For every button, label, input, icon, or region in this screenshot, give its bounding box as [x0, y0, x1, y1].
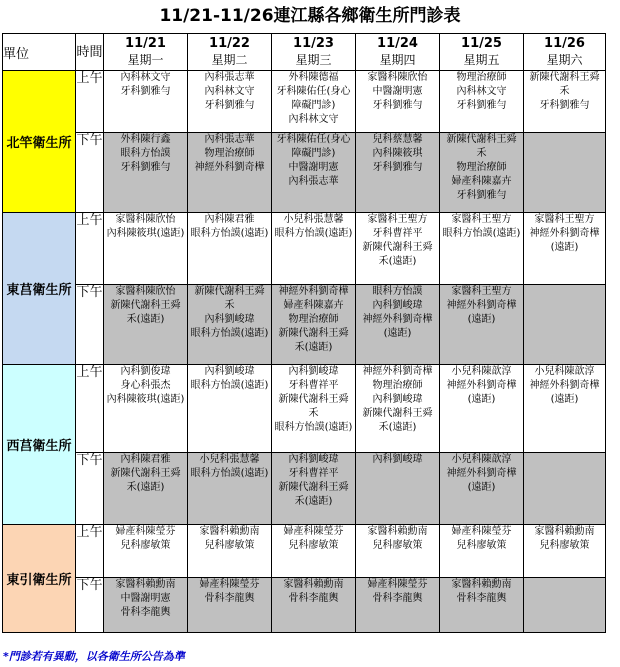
header-row	[3, 34, 606, 71]
doctor-entry: 物理治療師	[456, 72, 507, 83]
doctor-entry: 小兒科陳歆淳	[451, 454, 512, 465]
unit-header: 單位	[3, 34, 76, 71]
schedule-row	[3, 71, 606, 133]
doctor-entry: 小兒科陳歆淳	[534, 366, 595, 377]
day-weekday: 星期三	[295, 53, 332, 67]
schedule-cell	[272, 453, 356, 525]
schedule-cell	[272, 213, 356, 285]
period-afternoon: 下午	[76, 578, 104, 633]
schedule-cell	[356, 525, 440, 578]
period-morning: 上午	[76, 365, 104, 453]
site-name: 北竿衛生所	[3, 71, 76, 213]
schedule-cell	[356, 578, 440, 633]
doctor-entry: (遠距)	[467, 482, 496, 493]
doctor-entry: 婦產科陳瑩芬	[283, 526, 344, 537]
period-afternoon: 下午	[76, 453, 104, 525]
doctor-entry: 家醫科賴勳南	[451, 579, 512, 590]
doctor-entry: 家醫科賴勳南	[534, 526, 595, 537]
doctor-entry: 牙科劉雅勻	[120, 162, 171, 173]
doctor-entry: 牙科曹祥平	[288, 468, 339, 479]
doctor-entry: 內科陳筱琪(遠距)	[106, 228, 185, 239]
doctor-entry: 新陳代謝科王舜	[194, 286, 265, 297]
doctor-entry: 眼科方怡謨(遠距)	[190, 328, 269, 339]
schedule-row	[3, 213, 606, 285]
doctor-entry: 眼科方怡謨(遠距)	[190, 380, 269, 391]
doctor-entry: 婦產科陳嘉卉	[283, 300, 344, 311]
doctor-entry: 家醫科王聖方	[451, 214, 512, 225]
schedule-cell	[440, 578, 524, 633]
doctor-entry: 內科林文守	[288, 114, 339, 125]
schedule-cell	[524, 578, 606, 633]
doctor-entry: 婦產科陳嘉卉	[451, 176, 512, 187]
doctor-entry: 內科陳君雅	[120, 454, 171, 465]
doctor-entry: 新陳代謝科王舜	[278, 394, 349, 405]
doctor-entry: 內科劉峻瑋	[204, 366, 255, 377]
day-date: 11/21	[125, 36, 166, 51]
doctor-entry: 身心科張杰	[120, 380, 171, 391]
page-title: 11/21-11/26連江縣各鄉衛生所門診表	[159, 6, 461, 26]
schedule-cell	[356, 213, 440, 285]
schedule-cell	[440, 453, 524, 525]
schedule-cell	[272, 525, 356, 578]
schedule-cell	[188, 285, 272, 365]
doctor-entry: 眼科方怡謨(遠距)	[442, 228, 521, 239]
doctor-entry: 神經外科劉奇樺	[446, 380, 517, 391]
schedule-cell	[272, 71, 356, 133]
schedule-cell	[524, 133, 606, 213]
doctor-entry: 內科陳君雅	[204, 214, 255, 225]
doctor-entry: 家醫科陳欣怡	[115, 286, 176, 297]
doctor-entry: 牙科劉雅勻	[372, 162, 423, 173]
doctor-entry: 禾	[224, 300, 235, 311]
doctor-entry: 內科劉峻瑋	[288, 454, 339, 465]
doctor-entry: 家醫科陳欣怡	[367, 72, 428, 83]
schedule-cell	[524, 71, 606, 133]
doctor-entry: 內科林文守	[456, 86, 507, 97]
day-date: 11/24	[377, 36, 418, 51]
period-afternoon: 下午	[76, 133, 104, 213]
schedule-cell	[104, 285, 188, 365]
doctor-entry: 內科劉峻瑋	[372, 394, 423, 405]
doctor-entry: 禾(遠距)	[126, 314, 165, 325]
doctor-entry: (遠距)	[467, 394, 496, 405]
doctor-entry: 小兒科張慧馨	[283, 214, 344, 225]
doctor-entry: 神經外科劉奇樺	[362, 366, 433, 377]
doctor-entry: 家醫科賴勳南	[367, 526, 428, 537]
schedule-cell	[104, 213, 188, 285]
doctor-entry: 新陳代謝科王舜	[362, 408, 433, 419]
doctor-entry: 牙科劉雅勻	[204, 100, 255, 111]
doctor-entry: 神經外科劉奇樺	[362, 314, 433, 325]
schedule-cell	[440, 213, 524, 285]
doctor-entry: 物理治療師	[204, 148, 255, 159]
schedule-cell	[104, 133, 188, 213]
doctor-entry: 家醫科陳欣怡	[115, 214, 176, 225]
doctor-entry: 中醫謝明憲	[372, 86, 423, 97]
doctor-entry: 障礙門診)	[291, 100, 336, 111]
doctor-entry: (遠距)	[383, 328, 412, 339]
schedule-cell	[104, 365, 188, 453]
schedule-cell	[188, 365, 272, 453]
schedule-cell	[356, 285, 440, 365]
schedule-cell	[440, 525, 524, 578]
doctor-entry: 內科林文守	[120, 72, 171, 83]
doctor-entry: 神經外科劉奇樺	[278, 286, 349, 297]
day-weekday: 星期五	[463, 53, 500, 67]
doctor-entry: 內科陳筱琪	[372, 148, 423, 159]
day-weekday: 星期四	[379, 53, 416, 67]
doctor-entry: 婦產科陳瑩芬	[451, 526, 512, 537]
schedule-cell	[104, 525, 188, 578]
doctor-entry: 骨科李龍輿	[204, 593, 255, 604]
doctor-entry: 牙科劉雅勻	[456, 100, 507, 111]
doctor-entry: (遠距)	[550, 242, 579, 253]
doctor-entry: 牙科劉雅勻	[539, 100, 590, 111]
doctor-entry: 新陳代謝科王舜	[278, 482, 349, 493]
doctor-entry: 障礙門診)	[291, 148, 336, 159]
schedule-cell	[356, 365, 440, 453]
doctor-entry: 家醫科王聖方	[367, 214, 428, 225]
schedule-row	[3, 525, 606, 578]
doctor-entry: 物理治療師	[372, 380, 423, 391]
schedule-cell	[188, 578, 272, 633]
doctor-entry: 內科張志華	[288, 176, 339, 187]
doctor-entry: 中醫謝明憲	[120, 593, 171, 604]
doctor-entry: 牙科曹祥平	[372, 228, 423, 239]
doctor-entry: 新陳代謝科王舜	[110, 300, 181, 311]
doctor-entry: 神經外科劉奇樺	[446, 468, 517, 479]
doctor-entry: 兒科廖敏策	[288, 540, 339, 551]
doctor-entry: 牙科劉雅勻	[456, 190, 507, 201]
doctor-entry: 新陳代謝科王舜	[446, 134, 517, 145]
period-afternoon: 下午	[76, 285, 104, 365]
schedule-cell	[188, 71, 272, 133]
clinic-schedule-table	[2, 33, 606, 633]
doctor-entry: 神經外科劉奇樺	[446, 300, 517, 311]
doctor-entry: 骨科李龍輿	[288, 593, 339, 604]
schedule-cell	[104, 453, 188, 525]
day-header	[188, 34, 272, 71]
schedule-cell	[104, 71, 188, 133]
schedule-cell	[440, 133, 524, 213]
schedule-cell	[272, 365, 356, 453]
schedule-cell	[524, 285, 606, 365]
time-header: 時間	[76, 34, 104, 71]
doctor-entry: 禾(遠距)	[378, 422, 417, 433]
doctor-entry: 家醫科賴勳南	[115, 579, 176, 590]
schedule-cell	[188, 453, 272, 525]
doctor-entry: 兒科廖敏策	[204, 540, 255, 551]
doctor-entry: 眼科方怡謨(遠距)	[274, 228, 353, 239]
doctor-entry: 牙科劉雅勻	[372, 100, 423, 111]
period-morning: 上午	[76, 525, 104, 578]
schedule-cell	[104, 578, 188, 633]
doctor-entry: 兒科廖敏策	[120, 540, 171, 551]
doctor-entry: 兒科廖敏策	[539, 540, 590, 551]
doctor-entry: 禾	[559, 86, 570, 97]
doctor-entry: 兒科蔡慧馨	[372, 134, 423, 145]
day-header	[440, 34, 524, 71]
doctor-entry: 內科劉峻瑋	[372, 300, 423, 311]
doctor-entry: 禾	[476, 148, 487, 159]
doctor-entry: 外科陳行鑫	[120, 134, 171, 145]
doctor-entry: 小兒科陳歆淳	[451, 366, 512, 377]
doctor-entry: 神經外科劉奇樺	[529, 380, 600, 391]
day-header	[104, 34, 188, 71]
day-date: 11/25	[461, 36, 502, 51]
schedule-cell	[440, 71, 524, 133]
doctor-entry: 婦產科陳瑩芬	[367, 579, 428, 590]
schedule-cell	[356, 71, 440, 133]
doctor-entry: 眼科方怡謨(遠距)	[190, 228, 269, 239]
doctor-entry: 內科劉峻瑋	[372, 454, 423, 465]
schedule-cell	[440, 365, 524, 453]
doctor-entry: 眼科方怡謨	[372, 286, 423, 297]
doctor-entry: 禾(遠距)	[294, 342, 333, 353]
doctor-entry: 小兒科張慧馨	[199, 454, 260, 465]
doctor-entry: 禾(遠距)	[126, 482, 165, 493]
schedule-cell	[188, 133, 272, 213]
doctor-entry: 兒科廖敏策	[372, 540, 423, 551]
doctor-entry: 婦產科陳瑩芬	[199, 579, 260, 590]
doctor-entry: 內科林文守	[204, 86, 255, 97]
doctor-entry: 牙科陳佑任(身心	[276, 86, 351, 97]
doctor-entry: 內科張志華	[204, 134, 255, 145]
doctor-entry: 眼科方怡謨	[120, 148, 171, 159]
day-weekday: 星期六	[546, 53, 583, 67]
doctor-entry: 神經外科劉奇樺	[529, 228, 600, 239]
schedule-cell	[524, 365, 606, 453]
day-date: 11/23	[293, 36, 334, 51]
period-morning: 上午	[76, 71, 104, 133]
doctor-entry: 眼科方怡謨(遠距)	[274, 422, 353, 433]
doctor-entry: 牙科曹祥平	[288, 380, 339, 391]
schedule-cell	[272, 578, 356, 633]
doctor-entry: 新陳代謝科王舜	[278, 328, 349, 339]
doctor-entry: 牙科劉雅勻	[120, 86, 171, 97]
schedule-cell	[524, 453, 606, 525]
schedule-cell	[356, 453, 440, 525]
day-weekday: 星期一	[127, 53, 164, 67]
doctor-entry: 外科陳德福	[288, 72, 339, 83]
day-header	[356, 34, 440, 71]
schedule-cell	[272, 133, 356, 213]
doctor-entry: (遠距)	[550, 394, 579, 405]
day-date: 11/26	[544, 36, 585, 51]
doctor-entry: 神經外科劉奇樺	[194, 162, 265, 173]
doctor-entry: 內科張志華	[204, 72, 255, 83]
day-date: 11/22	[209, 36, 250, 51]
doctor-entry: 禾(遠距)	[294, 496, 333, 507]
doctor-entry: 家醫科賴勳南	[283, 579, 344, 590]
site-name: 東莒衛生所	[3, 213, 76, 365]
schedule-row	[3, 453, 606, 525]
schedule-cell	[188, 213, 272, 285]
day-weekday: 星期二	[211, 53, 248, 67]
schedule-row	[3, 133, 606, 213]
doctor-entry: 家醫科賴勳南	[199, 526, 260, 537]
doctor-entry: 新陳代謝科王舜	[110, 468, 181, 479]
doctor-entry: 內科劉峻瑋	[204, 314, 255, 325]
period-morning: 上午	[76, 213, 104, 285]
doctor-entry: 骨科李龍輿	[456, 593, 507, 604]
schedule-cell	[272, 285, 356, 365]
schedule-cell	[524, 213, 606, 285]
schedule-row	[3, 285, 606, 365]
schedule-cell	[524, 525, 606, 578]
doctor-entry: 新陳代謝科王舜	[529, 72, 600, 83]
doctor-entry: 新陳代謝科王舜	[362, 242, 433, 253]
doctor-entry: 禾(遠距)	[378, 256, 417, 267]
doctor-entry: 婦產科陳瑩芬	[115, 526, 176, 537]
footer-note: *門診若有異動，以各衛生所公告為準	[3, 650, 185, 663]
doctor-entry: 牙科陳佑任(身心	[276, 134, 351, 145]
doctor-entry: 內科劉峻瑋	[288, 366, 339, 377]
doctor-entry: 骨科李龍輿	[372, 593, 423, 604]
doctor-entry: 家醫科王聖方	[534, 214, 595, 225]
doctor-entry: 禾	[308, 408, 319, 419]
doctor-entry: 內科劉俊瑋	[120, 366, 171, 377]
doctor-entry: 中醫謝明憲	[288, 162, 339, 173]
site-name: 東引衛生所	[3, 525, 76, 633]
site-name: 西莒衛生所	[3, 365, 76, 525]
doctor-entry: 骨科李龍輿	[120, 607, 171, 618]
day-header	[272, 34, 356, 71]
schedule-row	[3, 578, 606, 633]
day-header	[524, 34, 606, 71]
doctor-entry: 物理治療師	[456, 162, 507, 173]
doctor-entry: 家醫科王聖方	[451, 286, 512, 297]
schedule-row	[3, 365, 606, 453]
doctor-entry: 物理治療師	[288, 314, 339, 325]
doctor-entry: 內科陳筱琪(遠距)	[106, 394, 185, 405]
schedule-cell	[356, 133, 440, 213]
doctor-entry: 兒科廖敏策	[456, 540, 507, 551]
doctor-entry: (遠距)	[467, 314, 496, 325]
doctor-entry: 眼科方怡謨(遠距)	[190, 468, 269, 479]
schedule-cell	[188, 525, 272, 578]
schedule-cell	[440, 285, 524, 365]
